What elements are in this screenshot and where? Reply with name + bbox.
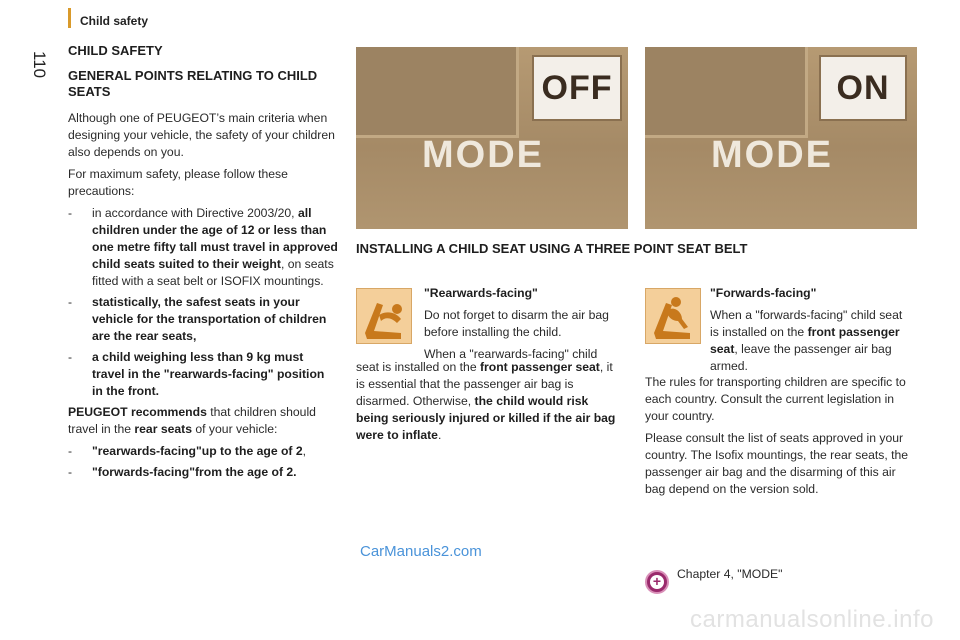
bullet-dash: -: [68, 350, 73, 364]
forwards-facing-title: "Forwards-facing": [710, 286, 817, 300]
footer-watermark: carmanualsonline.info: [690, 606, 934, 633]
see-also-reference[interactable]: Chapter 4, "MODE": [677, 567, 783, 581]
left-column: [68, 43, 338, 485]
recommendation-item: - "rearwards-facing"up to the age of 2,: [68, 444, 307, 458]
bullet3-text: a child weighing less than 9 kg must travel in the "rearwards-facing" position in the front.: [92, 350, 325, 398]
heading-child-safety: CHILD SAFETY: [68, 43, 163, 58]
intro-paragraph: Although one of PEUGEOT’s main criteria when designing your vehicle, the safety of your children also depends on you.: [68, 111, 335, 159]
off-label: OFF: [532, 55, 622, 121]
bullet-dash: -: [68, 295, 73, 309]
section-title: INSTALLING A CHILD SEAT USING A THREE POINT SEAT BELT: [356, 241, 748, 256]
bullet-dash: -: [68, 444, 73, 458]
front-p3: Please consult the list of seats approved in your country. The Isofix mountings, the rear seats, the passenger air bag and the disarming of this air bag depend on the version sold.: [645, 431, 909, 496]
rear-facing-seat-icon: [356, 288, 412, 344]
forwards-facing-continued: [645, 374, 917, 503]
front-p2: The rules for transporting children are specific to each country. Consult the current legislation in your country.: [645, 375, 906, 423]
recommendation-item: - "forwards-facing"from the age of 2.: [68, 465, 297, 479]
rearwards-facing-continued: [356, 359, 622, 449]
header-title: Child safety: [80, 14, 149, 28]
header-accent-bar: [68, 8, 71, 28]
on-label: ON: [819, 55, 907, 121]
recommends-paragraph: PEUGEOT recommends that children should travel in the rear seats of your vehicle:: [68, 405, 316, 436]
rear-p2: seat is installed on the front passenger seat, it is essential that the passenger air bag is disarmed. Otherwise, the child would risk being seriously injured or killed if the air bag were to inflate.: [356, 360, 616, 442]
bullet-dash: -: [68, 206, 73, 220]
bullet2-text: statistically, the safest seats in your vehicle for the transportation of children are the rear seats,: [92, 295, 327, 343]
airbag-on-switch-photo: [645, 47, 917, 229]
bullet1-text: in accordance with Directive 2003/20,: [92, 206, 295, 220]
precautions-intro: For maximum safety, please follow these precautions:: [68, 167, 288, 198]
rear-p1: Do not forget to disarm the air bag before installing the child.: [424, 308, 609, 339]
bullet1-bold: all children under the age of 12 or less than one metre fifty tall must travel in approved child seats suited to their weight: [92, 206, 338, 271]
front-p1: When a "forwards-facing" child seat is installed on the front passenger seat, leave the passenger air bag armed.: [710, 308, 903, 373]
rearwards-facing-title: "Rearwards-facing": [424, 286, 538, 300]
bullet1-end: , on seats fitted with a seat belt or ISOFIX mountings.: [92, 257, 334, 288]
rearwards-facing-section: [424, 285, 620, 368]
mode-label: MODE: [422, 134, 544, 176]
forward-facing-seat-icon: [645, 288, 701, 344]
forwards-facing-section: [710, 285, 910, 380]
plus-icon: +: [645, 570, 669, 594]
rear-p2-start: When a "rearwards-facing" child: [424, 347, 598, 361]
airbag-off-switch-photo: [356, 47, 628, 229]
precaution-item: [68, 294, 338, 345]
mode-label: MODE: [711, 134, 833, 176]
heading-general-points: GENERAL POINTS RELATING TO CHILD SEATS: [68, 68, 318, 99]
precaution-item: [68, 349, 338, 400]
bullet-dash: -: [68, 465, 73, 479]
precaution-item: [68, 205, 338, 290]
carmanuals-watermark[interactable]: CarManuals2.com: [360, 543, 482, 560]
page-number: 110: [30, 51, 49, 79]
